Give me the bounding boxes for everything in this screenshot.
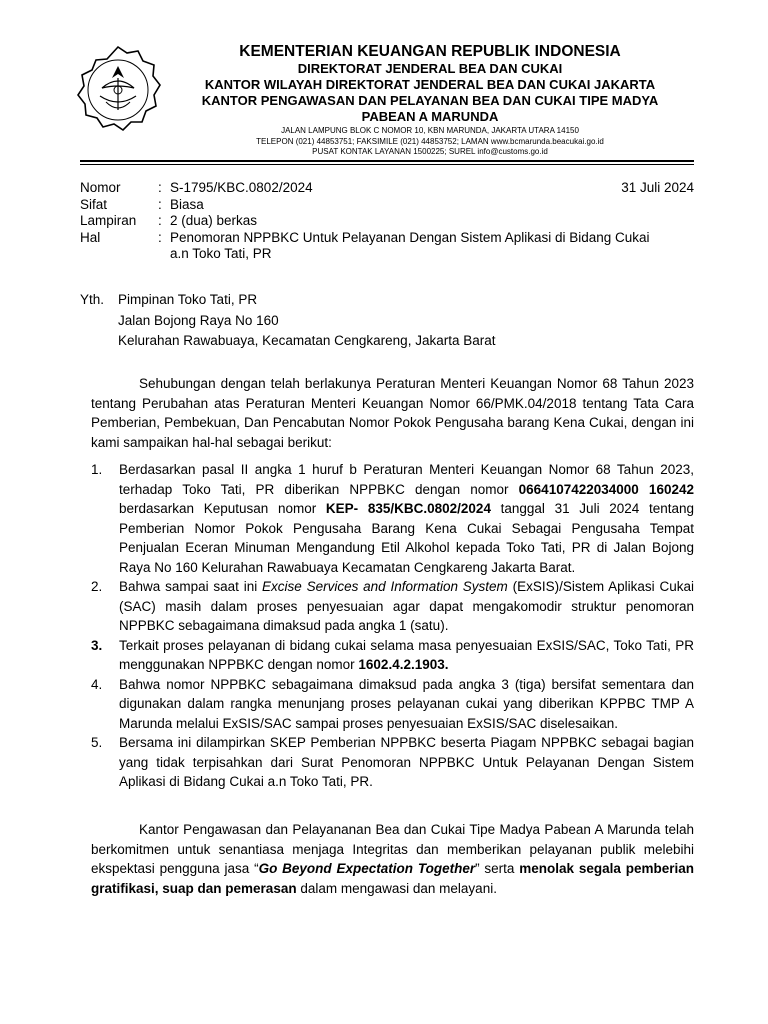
item-text: Bersama ini dilampirkan SKEP Pemberian NPPBKC beserta Piagam NPPBKC sebagai bagian yang tidak terpisahkan dari Surat Penomoran NPPBKC Untuk Pelayanan Dengan Sistem Aplikasi di Bidang Cukai a.n Toko Tati, PR.: [119, 735, 694, 789]
points-list: [91, 460, 694, 792]
subject-line1: Penomoran NPPBKC Untuk Pelayanan Dengan Sistem Aplikasi di Bidang Cukai: [170, 229, 650, 245]
office-service: PUSAT KONTAK LAYANAN 1500225; SUREL info@customs.go.id: [312, 147, 548, 156]
meta-value: Biasa: [170, 196, 204, 212]
regional-office-name: KANTOR WILAYAH DIREKTORAT JENDERAL BEA DAN CUKAI JAKARTA: [204, 77, 656, 92]
system-name: Excise Services and Information System: [262, 579, 508, 594]
closing-text: Kantor Pengawasan dan Pelayananan Bea dan Cukai Tipe Madya Pabean A Marunda telah berkomitmen untuk senantiasa menjaga Integritas dan memberikan pelayanan publik melebihi ekspektasi pengguna jasa “: [91, 822, 694, 876]
meta-value: 2 (dua) berkas: [170, 213, 258, 228]
letterhead-rule-thin: [80, 164, 694, 165]
recipient-area: Kelurahan Rawabuaya, Kecamatan Cengkareng, Jakarta Barat: [118, 333, 496, 348]
letterhead: [170, 42, 690, 157]
meta-value: [170, 230, 694, 263]
office-address: JALAN LAMPUNG BLOK C NOMOR 10, KBN MARUNDA, JAKARTA UTARA 14150: [281, 126, 579, 135]
meta-value: S-1795/KBC.0802/2024: [170, 180, 313, 195]
meta-row-hal: [80, 230, 694, 263]
yth-label: Yth.: [80, 292, 105, 307]
closing-text: dalam mengawasi dan melayani.: [296, 880, 497, 896]
anti-gratification-statement: menolak segala pemberian gratifikasi, suap dan pemerasan: [91, 861, 694, 896]
office-contact: TELEPON (021) 44853751; FAKSIMILE (021) 44853752; LAMAN www.bcmarunda.beacukai.go.id: [256, 136, 604, 146]
meta-colon: :: [158, 229, 162, 245]
item-text: Bahwa sampai saat ini: [119, 579, 263, 594]
nppbkc-number: 0664107422034000 160242: [518, 481, 694, 497]
item-text: Berdasarkan pasal II angka 1 huruf b Peraturan Menteri Keuangan Nomor 68 Tahun 2023, terhadap Toko Tati, PR diberikan NPPBKC dengan nomor: [119, 462, 694, 497]
meta-colon: :: [158, 180, 162, 195]
motto: Go Beyond Expectation Together: [258, 861, 476, 876]
meta-row-lampiran: [80, 213, 694, 230]
item-text: (ExSIS)/Sistem Aplikasi Cukai (SAC) masih dalam proses penyesuaian agar dapat mengakomodir struktur penomoran NPPBKC sebagaimana dimaksud pada angka 1 (satu).: [119, 579, 694, 633]
closing-text: ” serta: [475, 861, 520, 876]
letterhead-rule-thick: [80, 160, 694, 162]
item-text: tanggal 31 Juli 2024 tentang Pemberian Nomor Pokok Pengusaha Barang Kena Cukai Sebagai Pengusaha Tempat Penjualan Eceran Minuman Mengandung Etil Alkohol kepada Toko Tati, PR di Jalan Bojong Raya No 160 Kelurahan Rawabuaya Kecamatan Cengkareng Jakarta Barat.: [119, 501, 695, 575]
letter-meta: [80, 180, 694, 263]
item-number: 5.: [91, 735, 103, 750]
item-text: berdasarkan Keputusan nomor: [119, 501, 326, 516]
decree-number: KEP- 835/KBC.0802/2024: [325, 501, 491, 516]
recipient-name: Pimpinan Toko Tati, PR: [118, 292, 258, 307]
subject-line2: a.n Toko Tati, PR: [170, 246, 272, 261]
meta-label: Sifat: [80, 196, 108, 212]
meta-label: Hal: [80, 229, 101, 245]
closing-paragraph: [91, 820, 694, 898]
meta-row-nomor: [80, 180, 694, 197]
list-item: [91, 675, 694, 734]
list-item: [91, 733, 694, 792]
meta-colon: :: [158, 213, 162, 228]
item-text: Bahwa nomor NPPBKC sebagaimana dimaksud pada angka 3 (tiga) bersifat sementara dan digunakan dalam rangka menunjang proses pelayanan cukai yang diberikan KPPBC TMP A Marunda melalui ExSIS/SAC sampai proses penyesuaian ExSIS/SAC diselesaikan.: [119, 676, 694, 731]
intro-text: Sehubungan dengan telah berlakunya Peraturan Menteri Keuangan Nomor 68 Tahun 2023 tentang Perubahan atas Peraturan Menteri Keuangan Nomor 66/PMK.04/2018 tentang Tata Cara Pemberian, Pembekuan, Dan Pencabutan Nomor Pokok Pengusaha barang Kena Cukai, dengan ini kami sampaikan hal-hal sebagai berikut:: [91, 376, 694, 450]
item-number: 3.: [91, 637, 103, 653]
list-item: [91, 636, 694, 675]
directorate-name: DIREKTORAT JENDERAL BEA DAN CUKAI: [297, 61, 563, 76]
list-item: [91, 460, 694, 577]
recipient-street: Jalan Bojong Raya No 160: [118, 312, 279, 328]
recipient-block: [80, 290, 495, 352]
item-number: 2.: [91, 579, 103, 594]
item-number: 4.: [91, 676, 103, 692]
item-number: 1.: [91, 462, 103, 477]
temp-nppbkc-number: 1602.4.2.1903.: [358, 657, 449, 672]
intro-paragraph: [91, 374, 694, 452]
letter-date: 31 Juli 2024: [621, 180, 694, 195]
meta-label: Lampiran: [80, 213, 137, 228]
meta-row-sifat: [80, 197, 694, 214]
meta-colon: :: [158, 196, 162, 212]
office-name-line2: PABEAN A MARUNDA: [361, 109, 499, 124]
list-item: [91, 577, 694, 636]
meta-label: Nomor: [80, 180, 121, 195]
ministry-name: KEMENTERIAN KEUANGAN REPUBLIK INDONESIA: [239, 43, 621, 60]
office-name-line1: KANTOR PENGAWASAN DAN PELAYANAN BEA DAN CUKAI TIPE MADYA: [201, 93, 659, 108]
item-text: Terkait proses pelayanan di bidang cukai selama masa penyesuaian ExSIS/SAC, Toko Tati, PR menggunakan NPPBKC dengan nomor: [119, 637, 694, 672]
ministry-emblem-logo: [72, 44, 164, 136]
